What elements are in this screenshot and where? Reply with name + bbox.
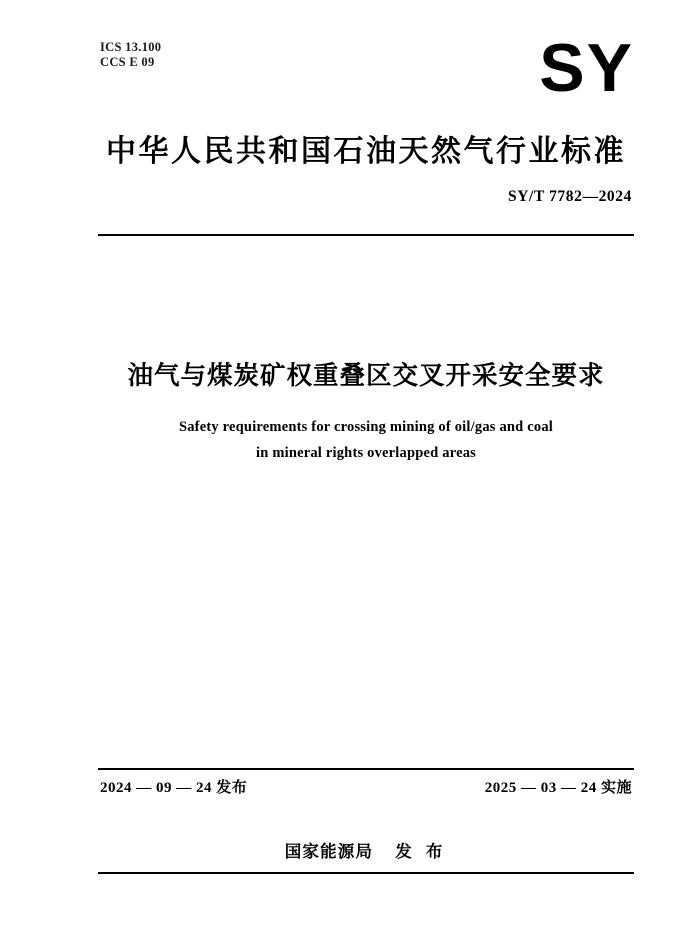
issuer-verb: 发 布 <box>395 842 448 861</box>
document-title-english-line2: in mineral rights overlapped areas <box>256 445 476 461</box>
divider-footer <box>98 872 634 874</box>
ics-classification <box>100 40 161 70</box>
header-row <box>98 30 634 116</box>
cover-content <box>98 0 634 934</box>
divider-top <box>98 234 634 236</box>
date-row <box>98 776 634 800</box>
issuer-name: 国家能源局 <box>284 842 374 861</box>
standard-series-title: 中华人民共和国石油天然气行业标准 <box>106 135 626 168</box>
ics-code: ICS 13.100 <box>100 40 162 54</box>
sy-logo: SY <box>539 30 634 106</box>
ccs-code: CCS E 09 <box>100 55 155 69</box>
divider-bottom <box>98 768 634 770</box>
document-title-chinese: 油气与煤炭矿权重叠区交叉开采安全要求 <box>127 361 605 390</box>
document-title-english-line1: Safety requirements for crossing mining of oil/gas and coal <box>178 419 554 435</box>
effective-date: 2025 — 03 — 24 实施 <box>484 780 632 796</box>
document-title-english <box>98 414 634 466</box>
standard-code: SY/T 7782—2024 <box>508 188 632 205</box>
issuer-line <box>98 838 634 862</box>
issue-date: 2024 — 09 — 24 发布 <box>100 780 248 796</box>
